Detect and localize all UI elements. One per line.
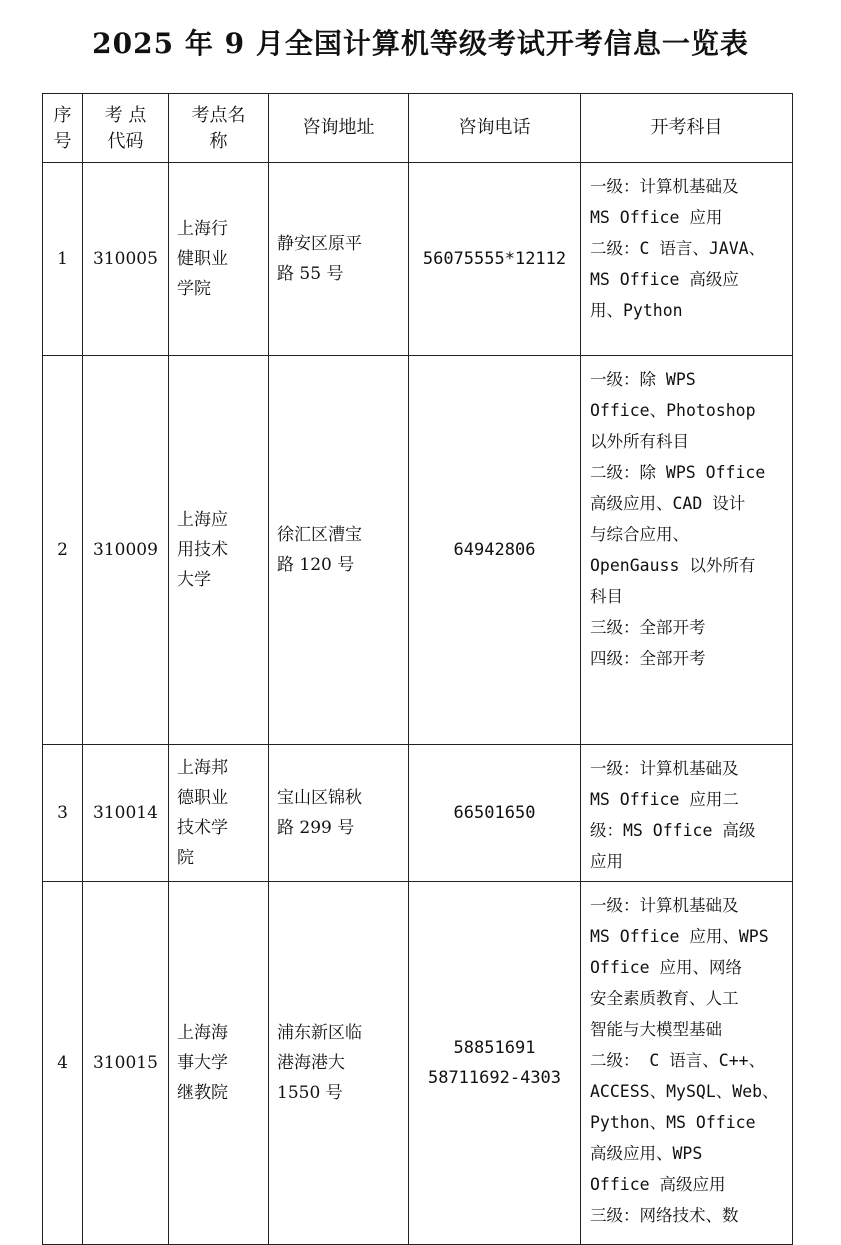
cell-subjects: 一级：计算机基础及 MS Office 应用 二级：C 语言、JAVA、 MS Office 高级应 用、Python	[581, 163, 793, 356]
cell-phone: 56075555*12112	[409, 163, 581, 356]
cell-subjects: 一级：计算机基础及 MS Office 应用、WPS Office 应用、网络 安全素质教育、人工 智能与大模型基础 二级： C 语言、C++、 ACCESS、MySQL、Web、 Python、MS Office 高级应用、WPS Office 高级应用 三级：网络技术、数	[581, 882, 793, 1245]
cell-no: 2	[43, 356, 83, 745]
cell-code: 310015	[83, 882, 169, 1245]
cell-no: 4	[43, 882, 83, 1245]
header-name: 考点名 称	[169, 94, 269, 163]
cell-phone: 66501650	[409, 745, 581, 882]
cell-address: 徐汇区漕宝 路 120 号	[269, 356, 409, 745]
cell-subjects: 一级：计算机基础及 MS Office 应用二 级：MS Office 高级 应用	[581, 745, 793, 882]
table-row	[43, 163, 793, 356]
table-row	[43, 745, 793, 882]
header-no: 序 号	[43, 94, 83, 163]
header-code: 考 点 代码	[83, 94, 169, 163]
cell-name: 上海海 事大学 继教院	[169, 882, 269, 1245]
table-row	[43, 882, 793, 1245]
cell-no: 1	[43, 163, 83, 356]
page-title: 2025 年 9 月全国计算机等级考试开考信息一览表	[92, 27, 749, 60]
cell-code: 310014	[83, 745, 169, 882]
cell-phone: 64942806	[409, 356, 581, 745]
cell-address: 宝山区锦秋 路 299 号	[269, 745, 409, 882]
header-subjects: 开考科目	[581, 94, 793, 163]
cell-code: 310009	[83, 356, 169, 745]
table-row	[43, 356, 793, 745]
header-address: 咨询地址	[269, 94, 409, 163]
cell-code: 310005	[83, 163, 169, 356]
header-row	[43, 94, 793, 163]
cell-no: 3	[43, 745, 83, 882]
cell-name: 上海行 健职业 学院	[169, 163, 269, 356]
cell-address: 浦东新区临 港海港大 1550 号	[269, 882, 409, 1245]
cell-subjects: 一级：除 WPS Office、Photoshop 以外所有科目 二级：除 WPS Office 高级应用、CAD 设计 与综合应用、 OpenGauss 以外所有 科目 三级：全部开考 四级：全部开考	[581, 356, 793, 745]
header-phone: 咨询电话	[409, 94, 581, 163]
cell-phone: 58851691 58711692-4303	[409, 882, 581, 1245]
cell-name: 上海应 用技术 大学	[169, 356, 269, 745]
cell-name: 上海邦 德职业 技术学 院	[169, 745, 269, 882]
exam-info-table	[42, 93, 793, 1245]
cell-address: 静安区原平 路 55 号	[269, 163, 409, 356]
